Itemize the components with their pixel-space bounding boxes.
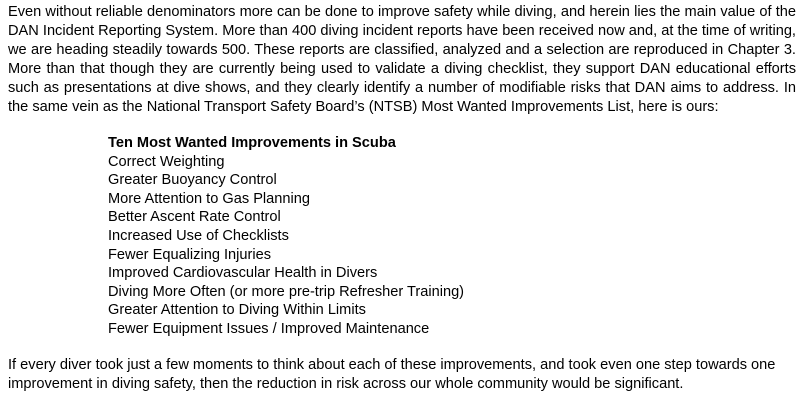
list-title: Ten Most Wanted Improvements in Scuba bbox=[108, 135, 396, 151]
list-item: Increased Use of Checklists bbox=[108, 227, 289, 244]
improvements-list-block bbox=[108, 134, 796, 339]
list-item: Fewer Equipment Issues / Improved Maintenance bbox=[108, 320, 430, 337]
list-item: Diving More Often (or more pre-trip Refresher Training) bbox=[108, 283, 465, 300]
document-page bbox=[8, 3, 796, 394]
list-item: Greater Buoyancy Control bbox=[108, 172, 277, 189]
intro-paragraph: Even without reliable denominators more can be done to improve safety while diving, and herein lies the main value of the DAN Incident Reporting System. More than 400 diving incident reports have been received now and, at the time of writing, we are heading steadily towards 500. These reports are classified, analyzed and a selection are reproduced in Chapter 3. More than that though they are currently being used to validate a diving checklist, they support DAN educational efforts such as presentations at dive shows, and they clearly identify a number of modifiable risks that DAN aims to address. In the same vein as the National Transport Safety Board’s (NTSB) Most Wanted Improvements List, here is ours: bbox=[8, 4, 796, 115]
list-item: Better Ascent Rate Control bbox=[108, 209, 281, 226]
list-item: Improved Cardiovascular Health in Divers bbox=[108, 265, 378, 282]
list-item: Correct Weighting bbox=[108, 153, 225, 170]
list-item: Fewer Equalizing Injuries bbox=[108, 246, 272, 263]
list-item: Greater Attention to Diving Within Limits bbox=[108, 302, 366, 319]
list-item: More Attention to Gas Planning bbox=[108, 190, 311, 207]
improvements-list bbox=[108, 153, 796, 339]
closing-paragraph: If every diver took just a few moments to think about each of these improvements, and took even one step towards one improvement in diving safety, then the reduction in risk across our whole community would be significant. bbox=[8, 356, 776, 392]
